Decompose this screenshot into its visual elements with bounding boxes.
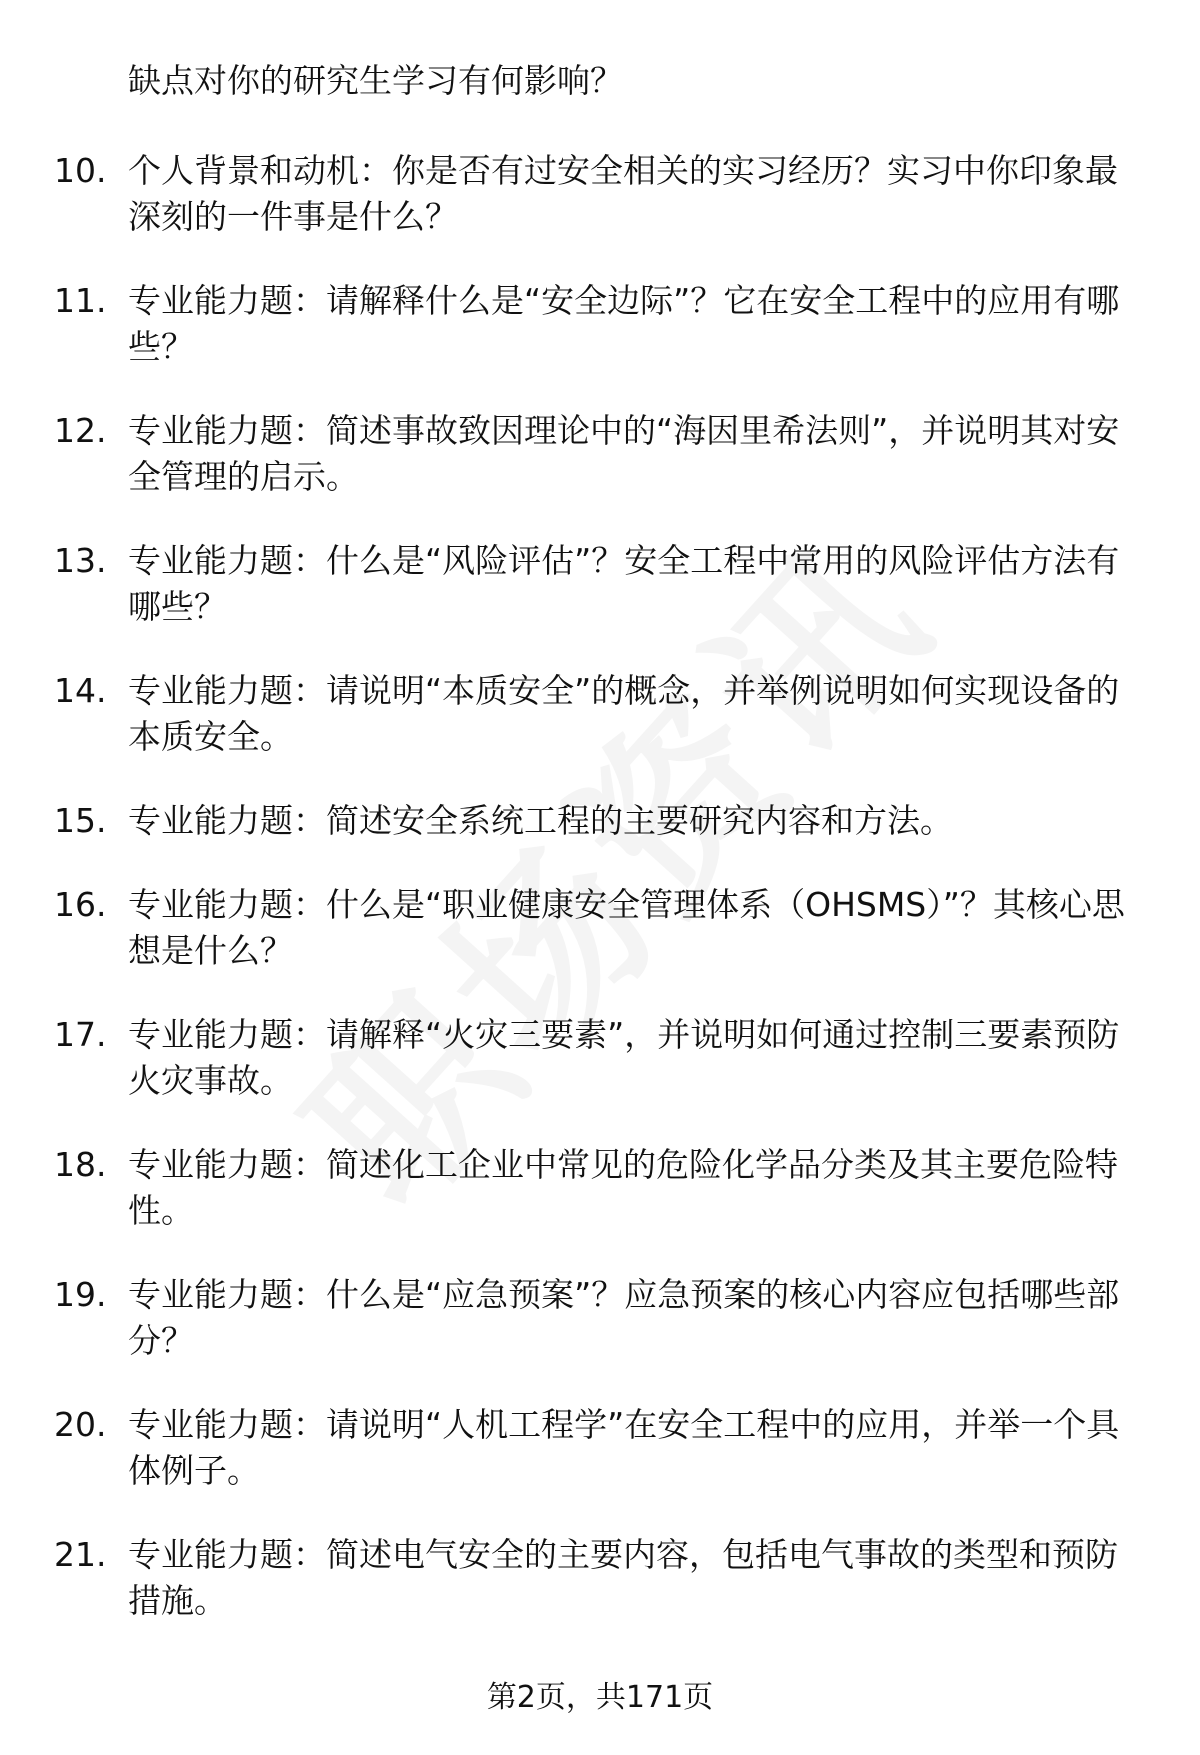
question-item <box>54 882 1149 974</box>
question-text: 专业能力题：简述事故致因理论中的“海因里希法则”，并说明其对安全管理的启示。 <box>128 411 1120 496</box>
question-text: 专业能力题：请解释“火灾三要素”，并说明如何通过控制三要素预防火灾事故。 <box>128 1015 1120 1100</box>
question-item <box>54 408 1149 500</box>
question-number: 13. <box>54 541 107 580</box>
question-number: 19. <box>54 1275 107 1314</box>
question-number: 14. <box>54 671 107 710</box>
question-item <box>54 1532 1149 1624</box>
page-footer: 第2页，共171页 <box>486 1680 714 1715</box>
question-item <box>54 148 1149 240</box>
question-item <box>54 538 1149 630</box>
question-item <box>54 1402 1149 1494</box>
question-number: 18. <box>54 1145 107 1184</box>
question-item <box>54 1272 1149 1364</box>
question-number: 10. <box>54 151 107 190</box>
question-list <box>54 148 1149 1662</box>
question-text: 专业能力题：什么是“职业健康安全管理体系（OHSMS）”？其核心思想是什么？ <box>128 885 1125 970</box>
question-item <box>54 1142 1149 1234</box>
question-text: 专业能力题：什么是“风险评估”？安全工程中常用的风险评估方法有哪些？ <box>128 541 1120 626</box>
question-number: 17. <box>54 1015 107 1054</box>
question-text: 个人背景和动机：你是否有过安全相关的实习经历？实习中你印象最深刻的一件事是什么？ <box>128 151 1118 236</box>
question-text: 专业能力题：请解释什么是“安全边际”？它在安全工程中的应用有哪些？ <box>128 281 1120 366</box>
question-text: 专业能力题：简述电气安全的主要内容，包括电气事故的类型和预防措施。 <box>128 1535 1118 1620</box>
question-number: 15. <box>54 801 107 840</box>
question-text: 专业能力题：请说明“人机工程学”在安全工程中的应用，并举一个具体例子。 <box>128 1405 1120 1490</box>
question-number: 12. <box>54 411 107 450</box>
question-text: 专业能力题：简述化工企业中常见的危险化学品分类及其主要危险特性。 <box>128 1145 1118 1230</box>
question-item <box>54 1012 1149 1104</box>
question-item <box>54 668 1149 760</box>
question-item <box>54 798 1149 844</box>
question-text: 专业能力题：什么是“应急预案”？应急预案的核心内容应包括哪些部分？ <box>128 1275 1120 1360</box>
question-number: 11. <box>54 281 107 320</box>
question-number: 20. <box>54 1405 107 1444</box>
continuation-text: 缺点对你的研究生学习有何影响？ <box>128 61 623 100</box>
question-number: 16. <box>54 885 107 924</box>
question-number: 21. <box>54 1535 107 1574</box>
question-item <box>54 278 1149 370</box>
question-text: 专业能力题：简述安全系统工程的主要研究内容和方法。 <box>128 801 953 840</box>
question-text: 专业能力题：请说明“本质安全”的概念，并举例说明如何实现设备的本质安全。 <box>128 671 1120 756</box>
